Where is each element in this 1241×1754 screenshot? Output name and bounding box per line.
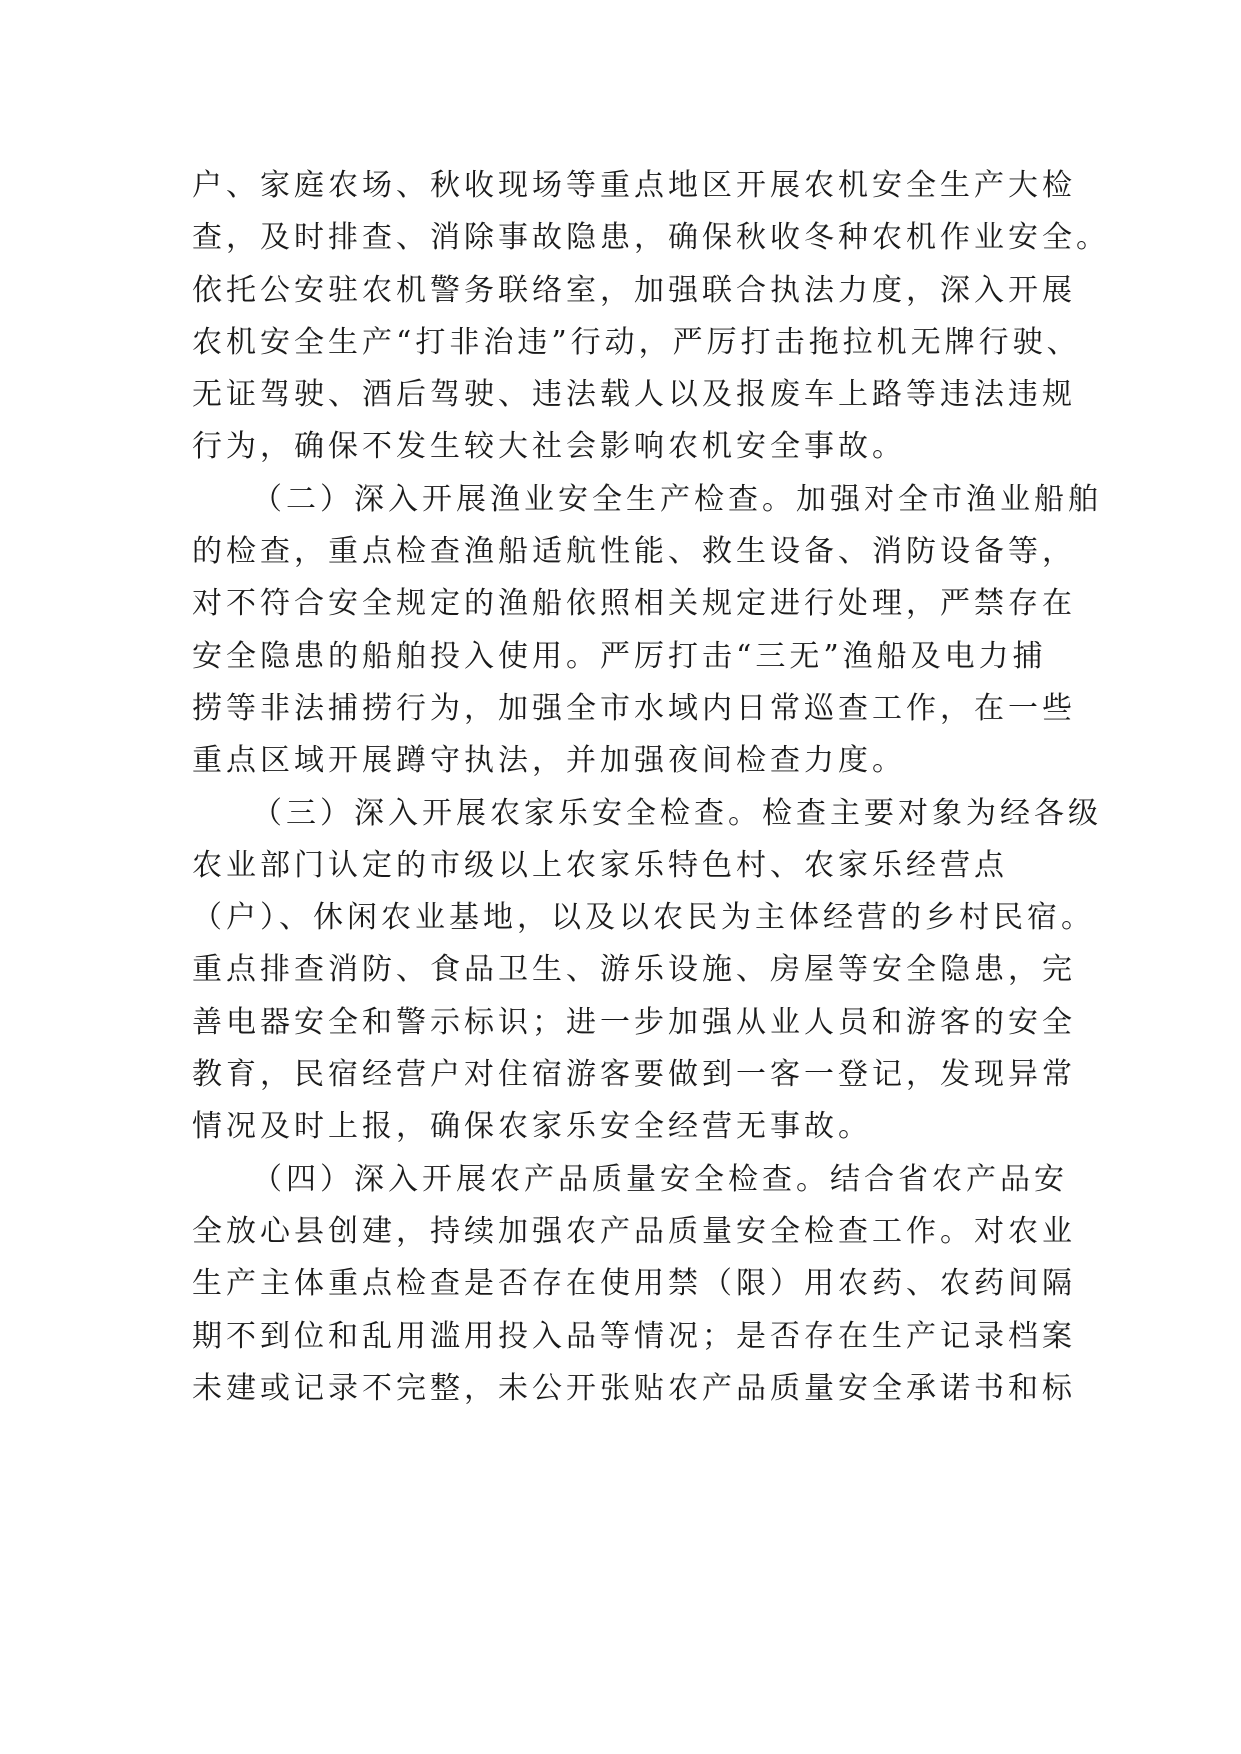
- text-line: 重点排查消防、食品卫生、游乐设施、房屋等安全隐患，完: [192, 952, 1076, 988]
- text-line: 捞等非法捕捞行为，加强全市水域内日常巡查工作，在一些: [192, 690, 1076, 726]
- text-line: 期不到位和乱用滥用投入品等情况；是否存在生产记录档案: [192, 1318, 1076, 1354]
- text-line: 依托公安驻农机警务联络室，加强联合执法力度，深入开展: [192, 272, 1076, 308]
- text-line: 查，及时排查、消除事故隐患，确保秋收冬种农机作业安全。: [192, 220, 1110, 256]
- text-line: 情况及时上报，确保农家乐安全经营无事故。: [192, 1109, 872, 1145]
- text-line: 的检查，重点检查渔船适航性能、救生设备、消防设备等，: [192, 534, 1076, 570]
- paragraph-heading-line: （四）深入开展农产品质量安全检查。结合省农产品安: [252, 1161, 1068, 1197]
- text-line: 教育，民宿经营户对住宿游客要做到一客一登记，发现异常: [192, 1057, 1076, 1093]
- text-line: 对不符合安全规定的渔船依照相关规定进行处理，严禁存在: [192, 586, 1076, 622]
- document-body: [192, 160, 1110, 1415]
- text-line: 生产主体重点检查是否存在使用禁（限）用农药、农药间隔: [192, 1266, 1076, 1302]
- text-line: 户、家庭农场、秋收现场等重点地区开展农机安全生产大检: [192, 168, 1076, 203]
- text-line: 无证驾驶、酒后驾驶、违法载人以及报废车上路等违法违规: [192, 377, 1076, 413]
- paragraph-heading-line: （二）深入开展渔业安全生产检查。加强对全市渔业船舶: [252, 481, 1102, 517]
- text-line: 重点区域开展蹲守执法，并加强夜间检查力度。: [192, 743, 906, 779]
- text-line: 善电器安全和警示标识；进一步加强从业人员和游客的安全: [192, 1004, 1076, 1040]
- text-line: 农机安全生产“打非治违”行动，严厉打击拖拉机无牌行驶、: [192, 324, 1081, 360]
- text-line: 农业部门认定的市级以上农家乐特色村、农家乐经营点: [192, 847, 1008, 883]
- paragraph-heading-line: （三）深入开展农家乐安全检查。检查主要对象为经各级: [252, 795, 1102, 831]
- text-line: （户）、休闲农业基地，以及以农民为主体经营的乡村民宿。: [192, 900, 1095, 936]
- text-line: 全放心县创建，持续加强农产品质量安全检查工作。对农业: [192, 1213, 1076, 1249]
- text-line: 安全隐患的船舶投入使用。严厉打击“三无”渔船及电力捕: [192, 638, 1047, 674]
- text-line: 行为，确保不发生较大社会影响农机安全事故。: [192, 429, 906, 465]
- text-line: 未建或记录不完整，未公开张贴农产品质量安全承诺书和标: [192, 1370, 1076, 1406]
